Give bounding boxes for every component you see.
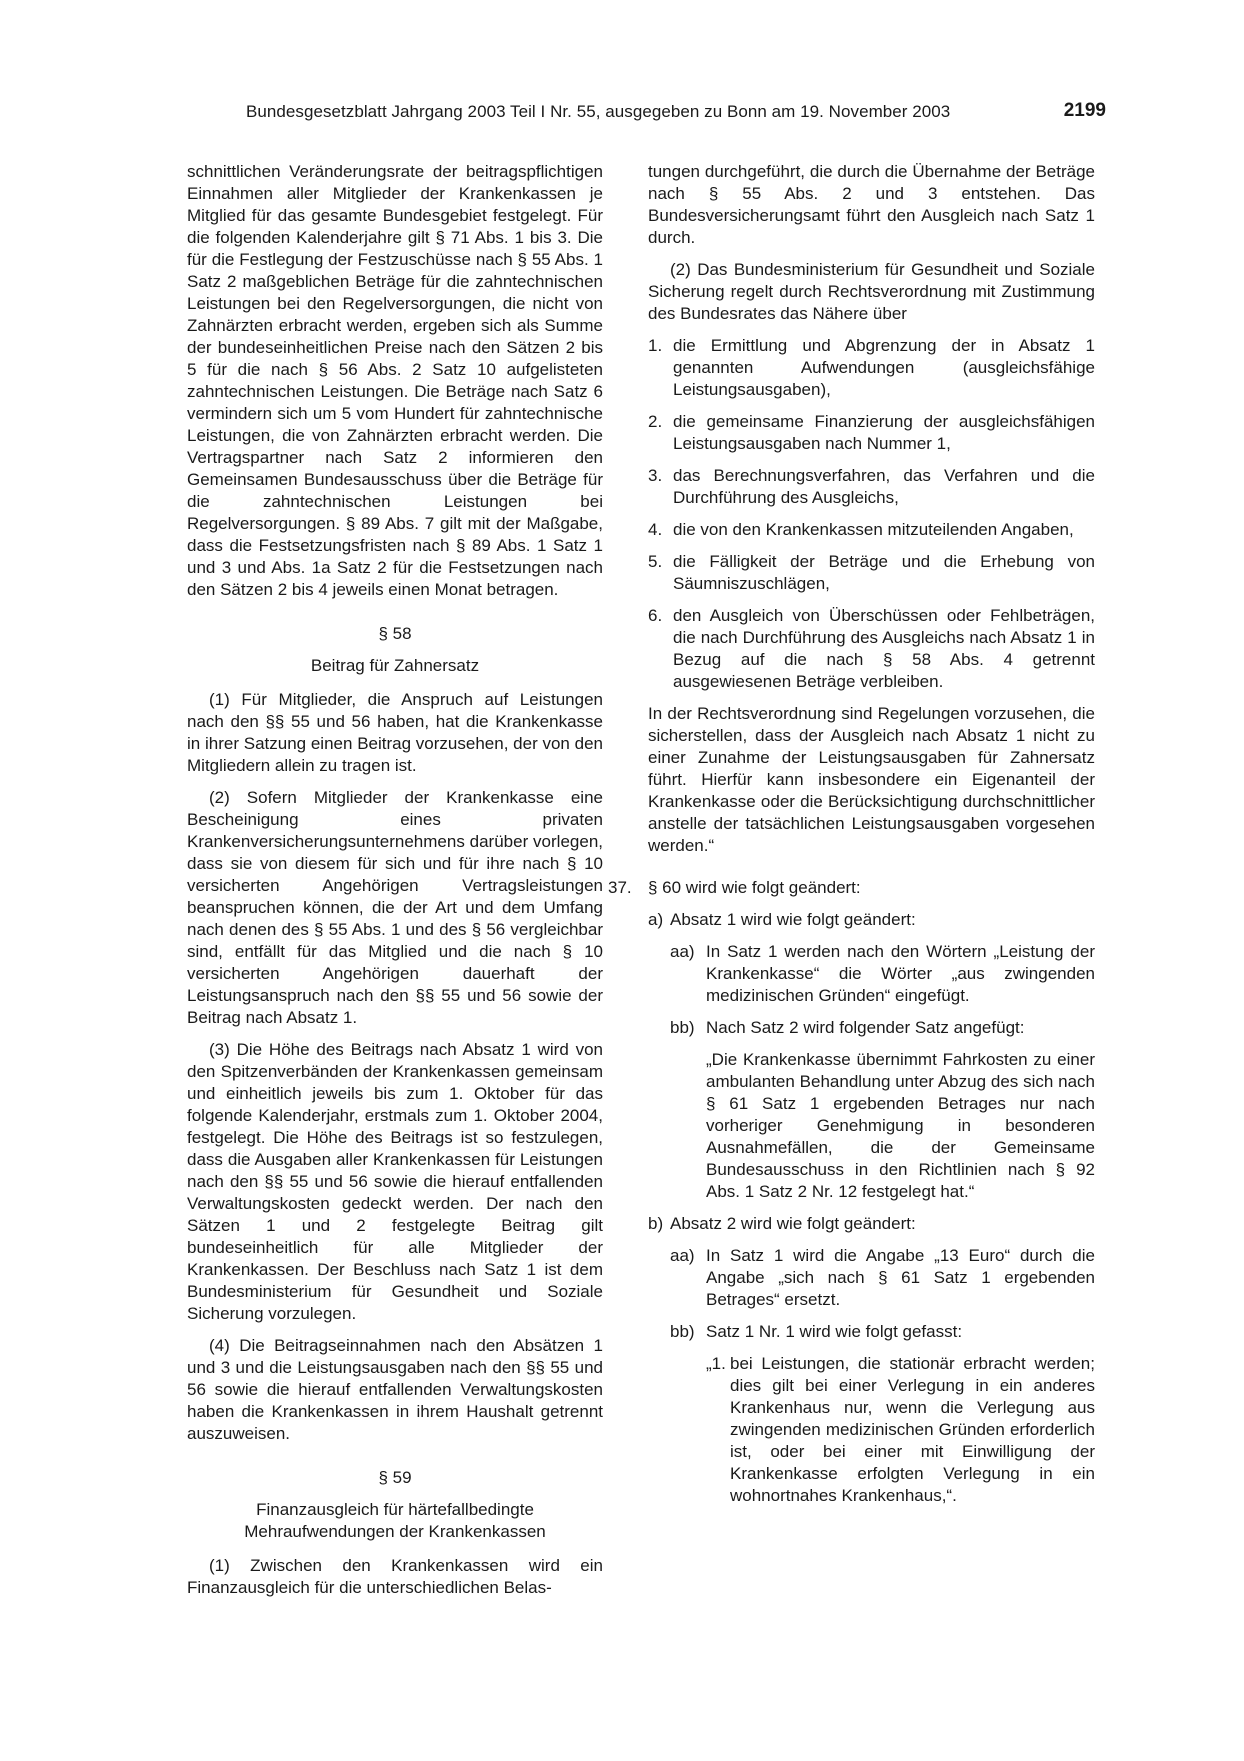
amendment-number: 37.: [608, 878, 632, 897]
section-58-paragraph-1: (1) Für Mitglieder, die Anspruch auf Leistungen nach den §§ 55 und 56 haben, hat die Krankenkasse in ihrer Satzung einen Beitrag vorzusehen, der von den Mitgliedern allein zu tragen ist.: [187, 690, 603, 775]
item-label: a): [648, 910, 664, 929]
section-59-number: § 59: [378, 1468, 412, 1487]
left-column: [187, 161, 603, 1609]
amendment-item-a: [648, 909, 1095, 1203]
amendment-item-a-aa: [670, 941, 1095, 1007]
right-column: [608, 161, 1095, 1517]
list-item: [648, 519, 1095, 541]
subitem-text: Satz 1 Nr. 1 wird wie folgt gefasst:: [706, 1322, 963, 1341]
amendment-37: [608, 877, 1095, 1507]
closing-paragraph: In der Rechtsverordnung sind Regelungen vorzusehen, die sicherstellen, dass der Ausgleich nach Absatz 1 nicht zu einer Zunahme der Leistungsausgaben für Zahnersatz führt. Hierfür kann insbesondere ein Eigenanteil der Krankenkasse oder die Berücksichtigung durchschnittlicher anstelle der tatsächlichen Leistungsausgaben vorgesehen werden.“: [648, 704, 1095, 855]
inserted-sentence-quote: „Die Krankenkasse übernimmt Fahrkosten zu einer ambulanten Behandlung unter Abzug des sich nach § 61 Satz 1 ergebenden Betrages nur nach vorheriger Genehmigung in besonderen Ausnahmefällen, die der Gemeinsame Bundesausschuss in den Richtlinien nach § 92 Abs. 1 Satz 2 Nr. 12 festgelegt hat.“: [706, 1050, 1095, 1201]
list-item: [648, 465, 1095, 509]
list-item-number: 5.: [648, 552, 663, 571]
quote-item-text: bei Leistungen, die stationär erbracht werden; dies gilt bei einer Verlegung in ein anderes Krankenhaus nur, wenn die Verlegung aus zwingenden medizinischen Gründen erforderlich ist, oder bei einer mit Einwilligung der Krankenkasse erfolgten Verlegung in ein wohnortnahes Krankenhaus,“.: [730, 1354, 1095, 1505]
section-58-paragraph-2: (2) Sofern Mitglieder der Krankenkasse eine Bescheinigung eines privaten Krankenversicherungsunternehmens darüber vorlegen, dass sie von diesem für sich und für ihre nach § 10 versicherten Angehörigen Vertragsleistungen beanspruchen können, die der Art und dem Umfang nach denen des § 55 Abs. 1 und des § 56 vergleichbar sind, entfällt für das Mitglied und die nach § 10 versicherten Angehörigen dauerhaft der Leistungsanspruch nach den §§ 55 und 56 sowie der Beitrag nach Absatz 1.: [187, 788, 603, 1027]
right-intro-paragraph: tungen durchgeführt, die durch die Übernahme der Beträge nach § 55 Abs. 2 und 3 entstehen. Das Bundesversicherungsamt führt den Ausgleich nach Satz 1 durch.: [648, 162, 1095, 247]
subitem-label: aa): [670, 942, 695, 961]
section-58-paragraph-3: (3) Die Höhe des Beitrags nach Absatz 1 wird von den Spitzenverbänden der Krankenkassen gemeinsam und einheitlich jeweils bis zum 1. Oktober für das folgende Kalenderjahr, erstmals zum 1. Oktober 2004, festgelegt. Die Höhe des Beitrags ist so festzulegen, dass die Ausgaben aller Krankenkassen für Leistungen nach den §§ 55 und 56 sowie die hierauf entfallenden Verwaltungskosten gedeckt werden. Der nach den Sätzen 1 und 2 festgelegte Beitrag gilt bundeseinheitlich für alle Mitglieder der Krankenkassen. Der Beschluss nach Satz 1 ist dem Bundesministerium für Gesundheit und Soziale Sicherung vorzulegen.: [187, 1040, 603, 1323]
subitem-text: In Satz 1 wird die Angabe „13 Euro“ durch die Angabe „sich nach § 61 Satz 1 ergebenden Betrages“ ersetzt.: [706, 1246, 1095, 1309]
list-item-text: das Berechnungsverfahren, das Verfahren und die Durchführung des Ausgleichs,: [673, 466, 1095, 507]
amendment-item-b-bb: [670, 1321, 1095, 1507]
page-number: 2199: [1063, 100, 1106, 121]
section-59-title-line-2: Mehraufwendungen der Krankenkassen: [244, 1522, 546, 1541]
list-item-text: die von den Krankenkassen mitzuteilenden Angaben,: [673, 520, 1074, 539]
list-item: [648, 335, 1095, 401]
list-item-number: 4.: [648, 520, 663, 539]
subitem-text: Nach Satz 2 wird folgender Satz angefügt:: [706, 1018, 1025, 1037]
section-58-paragraph-4: (4) Die Beitragseinnahmen nach den Absätzen 1 und 3 und die Leistungsausgaben nach den §§ 55 und 56 sowie die hierauf entfallenden Verwaltungskosten haben die Krankenkassen in ihrem Haushalt getrennt auszuweisen.: [187, 1336, 603, 1443]
subitem-label: bb): [670, 1018, 695, 1037]
amendment-text: § 60 wird wie folgt geändert:: [648, 878, 861, 897]
quote-item-label: „1.: [706, 1354, 726, 1373]
section-59-paragraph-2: (2) Das Bundesministerium für Gesundheit und Soziale Sicherung regelt durch Rechtsverordnung mit Zustimmung des Bundesrates das Nähere über: [648, 260, 1095, 323]
gazette-title: Bundesgesetzblatt Jahrgang 2003 Teil I Nr. 55, ausgegeben zu Bonn am 19. November 2003: [246, 102, 951, 121]
list-item-text: die Fälligkeit der Beträge und die Erhebung von Säumniszuschlägen,: [673, 552, 1095, 593]
left-intro-paragraph: schnittlichen Veränderungsrate der beitragspflichtigen Einnahmen aller Mitglieder der Krankenkassen je Mitglied für das gesamte Bundesgebiet festgelegt. Für die folgenden Kalenderjahre gilt § 71 Abs. 1 bis 3. Die für die Festlegung der Festzuschüsse nach § 55 Abs. 1 Satz 2 maßgeblichen Beträge für die zahntechnischen Leistungen bei den Regelversorgungen, die nicht von Zahnärzten erbracht werden, ergeben sich als Summe der bundeseinheitlichen Preise nach den Sätzen 2 bis 5 für die nach § 56 Abs. 2 Satz 10 aufgelisteten zahntechnischen Leistungen. Die Beträge nach Satz 6 vermindern sich um 5 vom Hundert für zahntechnische Leistungen, die von Zahnärzten erbracht werden. Die Vertragspartner nach Satz 2 informieren den Gemeinsamen Bundesausschuss über die Beträge für die zahntechnischen Leistungen bei Regelversorgungen. § 89 Abs. 7 gilt mit der Maßgabe, dass die Festsetzungsfristen nach § 89 Abs. 1 Satz 1 und 3 und Abs. 1a Satz 2 für die Festsetzungen nach den Sätzen 2 bis 4 jeweils einen Monat betragen.: [187, 162, 603, 599]
list-item-number: 6.: [648, 606, 663, 625]
replacement-text-quote: [706, 1353, 1095, 1507]
page-header: [246, 100, 1106, 130]
amendment-item-b: [648, 1213, 1095, 1507]
list-item: [648, 411, 1095, 455]
subitem-label: aa): [670, 1246, 695, 1265]
section-58-number: § 58: [378, 624, 412, 643]
list-item-text: den Ausgleich von Überschüssen oder Fehlbeträgen, die nach Durchführung des Ausgleichs nach Absatz 1 in Bezug auf die nach § 58 Abs. 4 getrennt ausgewiesenen Beträge verbleiben.: [673, 606, 1095, 691]
subitem-text: In Satz 1 werden nach den Wörtern „Leistung der Krankenkasse“ die Wörter „aus zwingenden medizinischen Gründen“ eingefügt.: [706, 942, 1095, 1005]
list-item-number: 2.: [648, 412, 663, 431]
list-item-text: die Ermittlung und Abgrenzung der in Absatz 1 genannten Aufwendungen (ausgleichsfähige Leistungsausgaben),: [673, 336, 1095, 399]
section-58-title: Beitrag für Zahnersatz: [310, 656, 480, 675]
section-59-paragraph-1: (1) Zwischen den Krankenkassen wird ein Finanzausgleich für die unterschiedlichen Belas-: [187, 1556, 603, 1597]
list-item-number: 3.: [648, 466, 663, 485]
item-text: Absatz 2 wird wie folgt geändert:: [670, 1214, 916, 1233]
subitem-label: bb): [670, 1322, 695, 1341]
amendment-item-a-bb: [670, 1017, 1095, 1203]
item-label: b): [648, 1214, 664, 1233]
item-text: Absatz 1 wird wie folgt geändert:: [670, 910, 916, 929]
list-item: [648, 605, 1095, 693]
amendment-item-b-aa: [670, 1245, 1095, 1311]
list-item: [648, 551, 1095, 595]
section-59-title-line-1: Finanzausgleich für härtefallbedingte: [256, 1500, 534, 1519]
regulation-list: [648, 335, 1095, 693]
list-item-text: die gemeinsame Finanzierung der ausgleichsfähigen Leistungsausgaben nach Nummer 1,: [673, 412, 1095, 453]
list-item-number: 1.: [648, 336, 663, 355]
